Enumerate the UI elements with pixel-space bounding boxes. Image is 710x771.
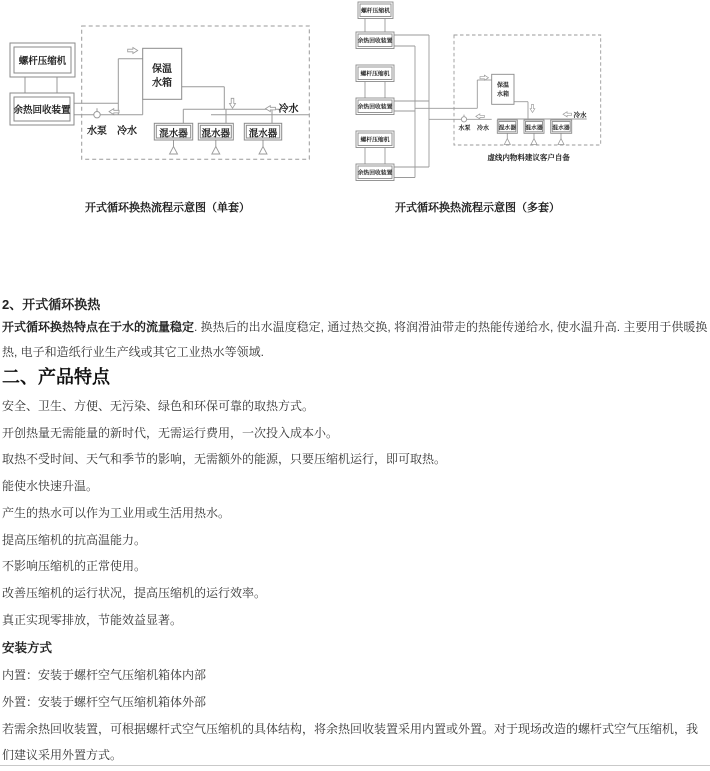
flow-arrow-right-icon	[480, 75, 489, 80]
feature-item: 改善压缩机的运行状况，提高压缩机的运行效率。	[2, 586, 267, 600]
cold-water-right-label: 冷水	[278, 104, 299, 115]
pump-label: 水泵	[87, 126, 107, 137]
mixer-label-3: 混水器	[552, 125, 570, 132]
tank-label-2: 水箱	[496, 92, 510, 98]
unit-label-1: 螺杆压缩机	[361, 8, 390, 15]
bottom-divider	[0, 765, 710, 766]
cold-water-right-label: 冷水	[573, 111, 587, 119]
mixer-label-1: 混水器	[498, 125, 517, 132]
multi-unit-flow-diagram	[340, 0, 710, 220]
dashed-area-note: 虚线内物料建议客户自备	[487, 153, 570, 162]
compressor-label: 螺杆压缩机	[18, 56, 67, 67]
pump-icon	[94, 112, 100, 118]
cold-water-label: 冷水	[476, 126, 490, 132]
recovery-label: 余热回收装置	[13, 105, 71, 116]
unit-label-6: 余热回收装置	[357, 170, 393, 177]
install-heading: 安装方式	[2, 641, 53, 655]
cold-water-arrow-icon	[563, 112, 572, 117]
tank-box	[492, 74, 514, 104]
intro-line-1-rest: . 换热后的出水温度稳定, 通过热交换, 将润滑油带走的热能传递给水, 使水温升高. 主要用于供暖换	[194, 320, 708, 334]
feature-item: 产生的热水可以作为工业用或生活用热水。	[2, 506, 231, 520]
install-external: 外置：安装于螺杆空气压缩机箱体外部	[2, 695, 207, 709]
feature-item: 真正实现零排放，节能效益显著。	[2, 613, 183, 627]
mixer-label-2: 混水器	[525, 125, 543, 132]
feature-item: 能使水快速升温。	[2, 479, 99, 493]
unit-label-4: 余热回收装置	[357, 104, 393, 111]
single-unit-flow-diagram	[0, 0, 330, 220]
outlet-nozzles	[170, 147, 268, 155]
single-diagram-caption: 开式循环换热流程示意图（单套）	[85, 202, 250, 214]
feature-item: 取热不受时间、天气和季节的影响，无需额外的能源，只要压缩机运行，即可取热。	[2, 452, 447, 466]
install-note-line-1: 若需余热回收装置，可根据螺杆式空气压缩机的具体结构，将余热回收装置采用内置或外置。对于现场改造的螺杆式空气压缩机，我	[2, 722, 699, 736]
tank-label-2: 水箱	[152, 78, 172, 89]
unit-label-2: 余热回收装置	[357, 38, 393, 45]
flow-arrow-left-icon	[109, 109, 119, 115]
flow-arrow-down-icon	[230, 98, 236, 108]
section-heading: 2、开式循环换热	[2, 297, 101, 312]
tank-label-1: 保温	[496, 83, 510, 89]
unit-label-5: 螺杆压缩机	[360, 137, 390, 144]
pump-icon	[461, 117, 466, 122]
flow-arrow-down-icon	[530, 105, 535, 113]
mixer-label-3: 混水器	[248, 128, 278, 140]
cold-water-label: 冷水	[117, 126, 137, 137]
tank-label-1: 保温	[152, 64, 172, 75]
feature-item: 开创热量无需能量的新时代，无需运行费用，一次投入成本小。	[2, 426, 339, 440]
flow-arrow-right-icon	[128, 48, 138, 54]
intro-lead: 开式循环换热特点在于水的流量稳定	[2, 320, 195, 334]
feature-item: 不影响压缩机的正常使用。	[2, 559, 147, 573]
unit-label-3: 螺杆压缩机	[360, 71, 390, 78]
flow-arrow-left-icon	[476, 114, 485, 119]
intro-line-2: 热, 电子和造纸行业生产线或其它工业热水等领域.	[2, 345, 265, 359]
cold-water-arrow-icon	[266, 106, 276, 112]
features-heading: 二、产品特点	[2, 367, 110, 387]
multi-diagram-caption: 开式循环换热流程示意图（多套）	[395, 202, 560, 214]
install-note-line-2: 们建议采用外置方式。	[2, 748, 123, 762]
intro-line-1	[2, 318, 707, 335]
install-internal: 内置：安装于螺杆空气压缩机箱体内部	[2, 668, 207, 682]
mixer-label-1: 混水器	[159, 128, 188, 140]
feature-item: 安全、卫生、方便、无污染、绿色和环保可靠的取热方式。	[2, 399, 315, 413]
pump-label: 水泵	[458, 126, 471, 132]
mixer-label-2: 混水器	[201, 128, 231, 140]
outlet-nozzles	[504, 139, 564, 145]
feature-item: 提高压缩机的抗高温能力。	[2, 533, 147, 547]
